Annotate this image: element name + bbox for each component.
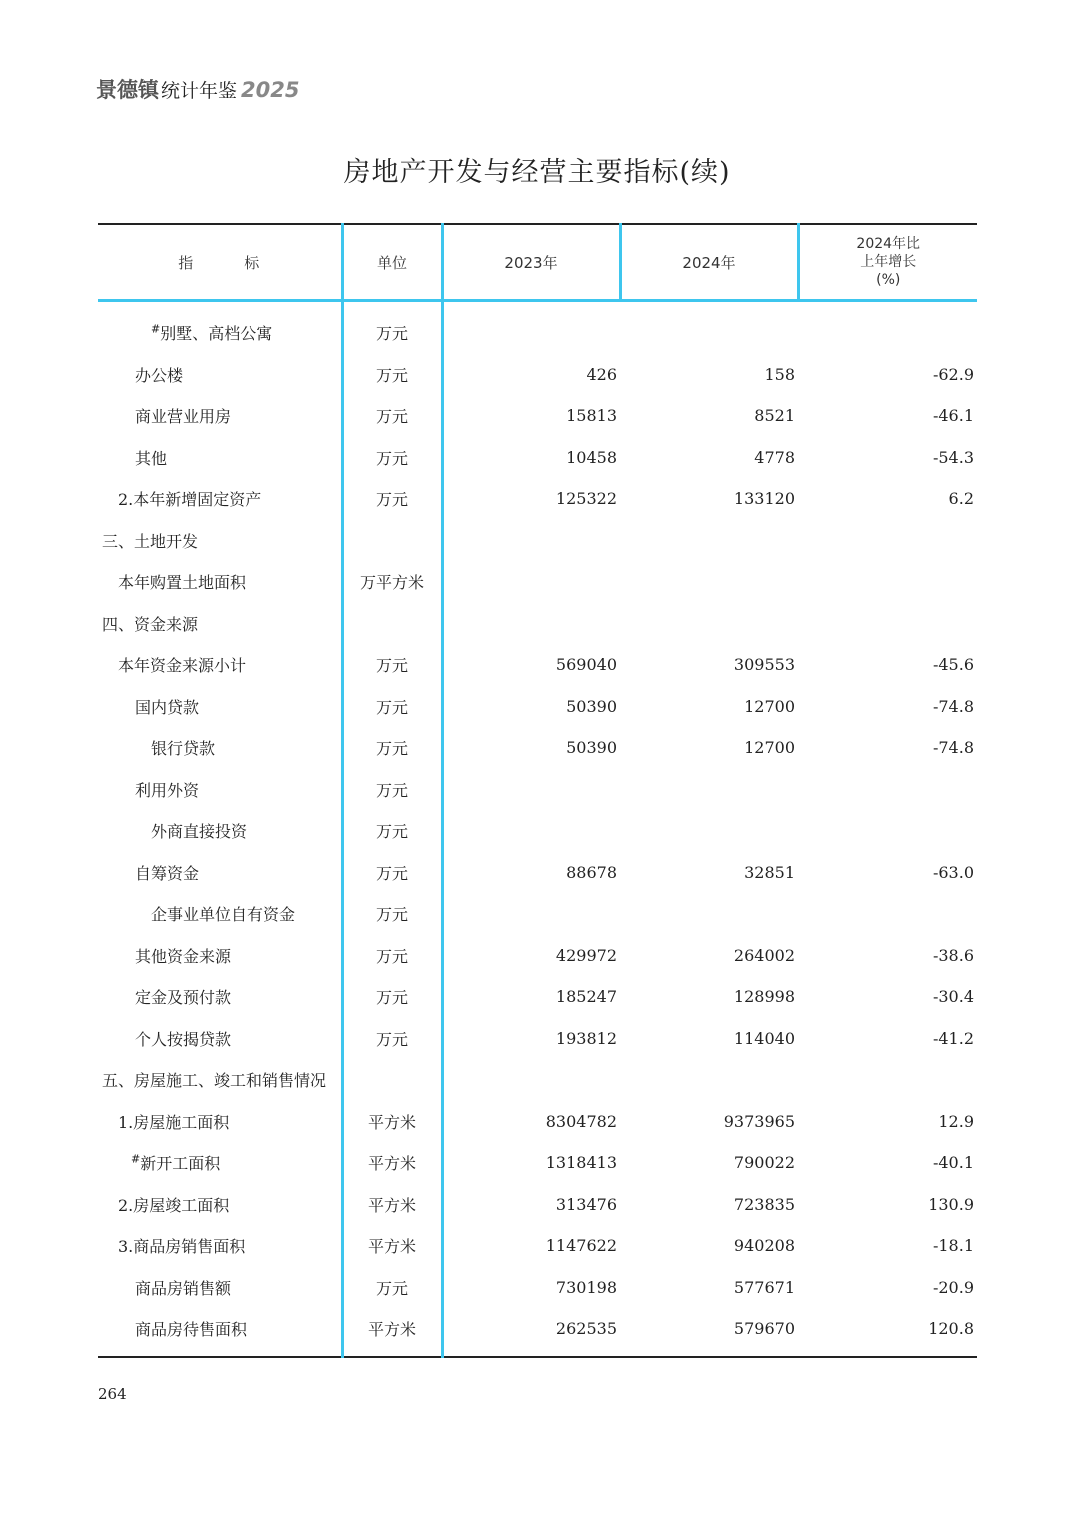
row-name: 其他资金来源 xyxy=(135,946,232,966)
row-growth xyxy=(798,603,977,645)
row-growth: 120.8 xyxy=(928,1319,974,1339)
running-header xyxy=(96,74,299,104)
row-value-2024: 158 xyxy=(764,364,795,384)
row-growth: -41.2 xyxy=(932,1028,974,1048)
table-row xyxy=(98,1225,977,1267)
row-name: 利用外资 xyxy=(135,780,200,800)
row-unit: 万元 xyxy=(342,893,442,935)
table-row xyxy=(98,395,977,437)
row-growth: 130.9 xyxy=(928,1194,974,1214)
row-unit: 万元 xyxy=(342,976,442,1018)
row-value-2023 xyxy=(442,520,620,562)
row-value-2023: 8304782 xyxy=(442,1101,620,1143)
row-value-2024 xyxy=(620,603,798,645)
col-header-growth-line1: 2024年比 xyxy=(856,236,921,252)
col-header-unit: 单位 xyxy=(342,224,442,301)
col-header-growth-line2: 上年增长 xyxy=(860,254,917,270)
table-row xyxy=(98,561,977,603)
row-value-2023 xyxy=(442,1059,620,1101)
row-value-2023: 426 xyxy=(442,354,620,396)
hash-mark: # xyxy=(151,322,161,336)
row-value-2023: 730198 xyxy=(442,1267,620,1309)
table-row xyxy=(98,603,977,645)
row-unit: 万元 xyxy=(342,437,442,479)
row-name: 商品房销售额 xyxy=(135,1278,232,1298)
row-growth: -18.1 xyxy=(932,1236,974,1256)
row-unit: 万元 xyxy=(342,1018,442,1060)
table-header xyxy=(98,224,977,301)
col-header-indicator-part2: 标 xyxy=(244,253,261,272)
row-name: 商业营业用房 xyxy=(135,407,232,427)
table-row xyxy=(98,976,977,1018)
row-growth: -74.8 xyxy=(932,696,974,716)
row-name: 外商直接投资 xyxy=(151,822,248,842)
row-value-2023 xyxy=(442,810,620,852)
row-unit: 万元 xyxy=(342,810,442,852)
table-row xyxy=(98,301,977,354)
table-row xyxy=(98,852,977,894)
row-value-2023: 569040 xyxy=(442,644,620,686)
row-value-2024: 133120 xyxy=(733,489,795,509)
row-value-2024: 8521 xyxy=(754,406,795,426)
row-unit: 万元 xyxy=(342,852,442,894)
table-row xyxy=(98,727,977,769)
table-row xyxy=(98,354,977,396)
row-unit: 万元 xyxy=(342,769,442,811)
row-unit: 万元 xyxy=(342,727,442,769)
row-name: 其他 xyxy=(135,448,168,468)
row-value-2023 xyxy=(442,561,620,603)
row-unit: 万平方米 xyxy=(342,561,442,603)
table-row xyxy=(98,935,977,977)
row-value-2023 xyxy=(442,769,620,811)
row-name: 2.本年新增固定资产 xyxy=(118,490,262,510)
col-header-2024: 2024年 xyxy=(620,224,798,301)
table-row xyxy=(98,1018,977,1060)
row-unit xyxy=(342,520,442,562)
table-row xyxy=(98,686,977,728)
row-growth: -74.8 xyxy=(932,738,974,758)
col-header-indicator xyxy=(98,224,342,301)
row-value-2024: 577671 xyxy=(733,1277,795,1297)
row-value-2024: 128998 xyxy=(733,987,795,1007)
row-value-2024: 264002 xyxy=(733,945,795,965)
row-growth: -20.9 xyxy=(932,1277,974,1297)
row-name: 定金及预付款 xyxy=(135,988,232,1008)
row-name: 银行贷款 xyxy=(151,739,216,759)
table-row xyxy=(98,1142,977,1184)
row-value-2023 xyxy=(442,603,620,645)
table-row xyxy=(98,644,977,686)
col-header-growth xyxy=(798,224,977,301)
row-value-2024: 4778 xyxy=(754,447,795,467)
row-unit: 万元 xyxy=(342,301,442,354)
indicator-table xyxy=(98,223,977,1358)
row-growth xyxy=(798,893,977,935)
row-growth: -40.1 xyxy=(932,1153,974,1173)
row-growth xyxy=(798,769,977,811)
row-value-2023: 50390 xyxy=(442,727,620,769)
row-value-2023: 429972 xyxy=(442,935,620,977)
row-name-text: 别墅、高档公寓 xyxy=(160,324,273,344)
row-unit: 万元 xyxy=(342,935,442,977)
row-value-2024: 309553 xyxy=(733,655,795,675)
table-row xyxy=(98,520,977,562)
row-name: 办公楼 xyxy=(135,365,184,385)
row-value-2023: 125322 xyxy=(442,478,620,520)
row-growth: -38.6 xyxy=(932,945,974,965)
row-growth: 12.9 xyxy=(938,1111,974,1131)
row-value-2024: 790022 xyxy=(733,1153,795,1173)
row-unit: 平方米 xyxy=(342,1142,442,1184)
row-unit: 万元 xyxy=(342,354,442,396)
table-row xyxy=(98,810,977,852)
row-unit xyxy=(342,1059,442,1101)
row-name xyxy=(98,301,342,354)
page-title: 房地产开发与经营主要指标(续) xyxy=(343,157,731,188)
header-book: 统计年鉴 xyxy=(161,80,238,102)
table-row xyxy=(98,1267,977,1309)
row-growth xyxy=(798,301,977,354)
table-row xyxy=(98,1184,977,1226)
row-value-2023 xyxy=(442,893,620,935)
row-unit: 万元 xyxy=(342,395,442,437)
row-growth: -63.0 xyxy=(932,862,974,882)
row-unit: 万元 xyxy=(342,686,442,728)
hash-mark: # xyxy=(131,1152,141,1166)
row-name: 自筹资金 xyxy=(135,863,200,883)
col-header-2023: 2023年 xyxy=(442,224,620,301)
row-name: 五、房屋施工、竣工和销售情况 xyxy=(102,1071,327,1091)
row-value-2023: 185247 xyxy=(442,976,620,1018)
table-row xyxy=(98,1308,977,1357)
row-value-2023: 1147622 xyxy=(442,1225,620,1267)
table-row xyxy=(98,1059,977,1101)
row-value-2024: 32851 xyxy=(744,862,795,882)
row-value-2024 xyxy=(620,301,798,354)
row-unit: 平方米 xyxy=(342,1225,442,1267)
row-value-2023: 88678 xyxy=(442,852,620,894)
row-value-2023 xyxy=(442,301,620,354)
row-value-2024: 12700 xyxy=(744,738,795,758)
row-name: 2.房屋竣工面积 xyxy=(118,1195,230,1215)
row-growth xyxy=(798,520,977,562)
row-value-2024: 940208 xyxy=(733,1236,795,1256)
row-unit: 平方米 xyxy=(342,1184,442,1226)
row-name: 企事业单位自有资金 xyxy=(151,905,296,925)
row-value-2023: 10458 xyxy=(442,437,620,479)
row-value-2024 xyxy=(620,893,798,935)
table-row xyxy=(98,437,977,479)
row-growth: -30.4 xyxy=(932,987,974,1007)
row-growth xyxy=(798,810,977,852)
row-name: 本年资金来源小计 xyxy=(118,656,247,676)
row-growth: -45.6 xyxy=(932,655,974,675)
row-name: 商品房待售面积 xyxy=(135,1320,248,1340)
header-year: 2025 xyxy=(241,78,300,102)
row-name: 三、土地开发 xyxy=(102,531,199,551)
col-header-indicator-part1: 指 xyxy=(178,253,195,272)
row-unit: 万元 xyxy=(342,478,442,520)
row-value-2023: 1318413 xyxy=(442,1142,620,1184)
row-value-2024 xyxy=(620,769,798,811)
row-name: 国内贷款 xyxy=(135,697,200,717)
row-name: 个人按揭贷款 xyxy=(135,1029,232,1049)
table-row xyxy=(98,478,977,520)
row-unit: 万元 xyxy=(342,644,442,686)
table-row xyxy=(98,1101,977,1143)
row-value-2023: 50390 xyxy=(442,686,620,728)
row-value-2023: 262535 xyxy=(442,1308,620,1357)
row-name-text: 新开工面积 xyxy=(140,1154,221,1174)
row-name: 3.商品房销售面积 xyxy=(118,1237,246,1257)
row-value-2024: 9373965 xyxy=(723,1111,795,1131)
row-value-2024 xyxy=(620,810,798,852)
row-value-2024 xyxy=(620,1059,798,1101)
row-name xyxy=(98,1142,342,1184)
row-growth xyxy=(798,1059,977,1101)
header-city: 景德镇 xyxy=(96,78,159,102)
row-name: 本年购置土地面积 xyxy=(118,573,247,593)
row-growth: 6.2 xyxy=(948,489,974,509)
row-value-2024 xyxy=(620,561,798,603)
row-value-2023: 313476 xyxy=(442,1184,620,1226)
col-header-growth-line3: (%) xyxy=(876,272,901,288)
row-growth: -54.3 xyxy=(932,447,974,467)
row-unit: 平方米 xyxy=(342,1101,442,1143)
table-row xyxy=(98,769,977,811)
page-number: 264 xyxy=(98,1385,127,1403)
row-value-2024 xyxy=(620,520,798,562)
row-value-2023: 193812 xyxy=(442,1018,620,1060)
row-growth xyxy=(798,561,977,603)
row-value-2024: 723835 xyxy=(733,1194,795,1214)
row-unit: 万元 xyxy=(342,1267,442,1309)
row-name: 四、资金来源 xyxy=(102,614,199,634)
row-value-2024: 579670 xyxy=(733,1319,795,1339)
table-body xyxy=(98,301,977,1357)
row-growth: -46.1 xyxy=(932,406,974,426)
row-value-2024: 12700 xyxy=(744,696,795,716)
row-value-2024: 114040 xyxy=(733,1028,795,1048)
table-row xyxy=(98,893,977,935)
row-unit: 平方米 xyxy=(342,1308,442,1357)
row-growth: -62.9 xyxy=(932,364,974,384)
row-unit xyxy=(342,603,442,645)
row-value-2023: 15813 xyxy=(442,395,620,437)
row-name: 1.房屋施工面积 xyxy=(118,1112,230,1132)
